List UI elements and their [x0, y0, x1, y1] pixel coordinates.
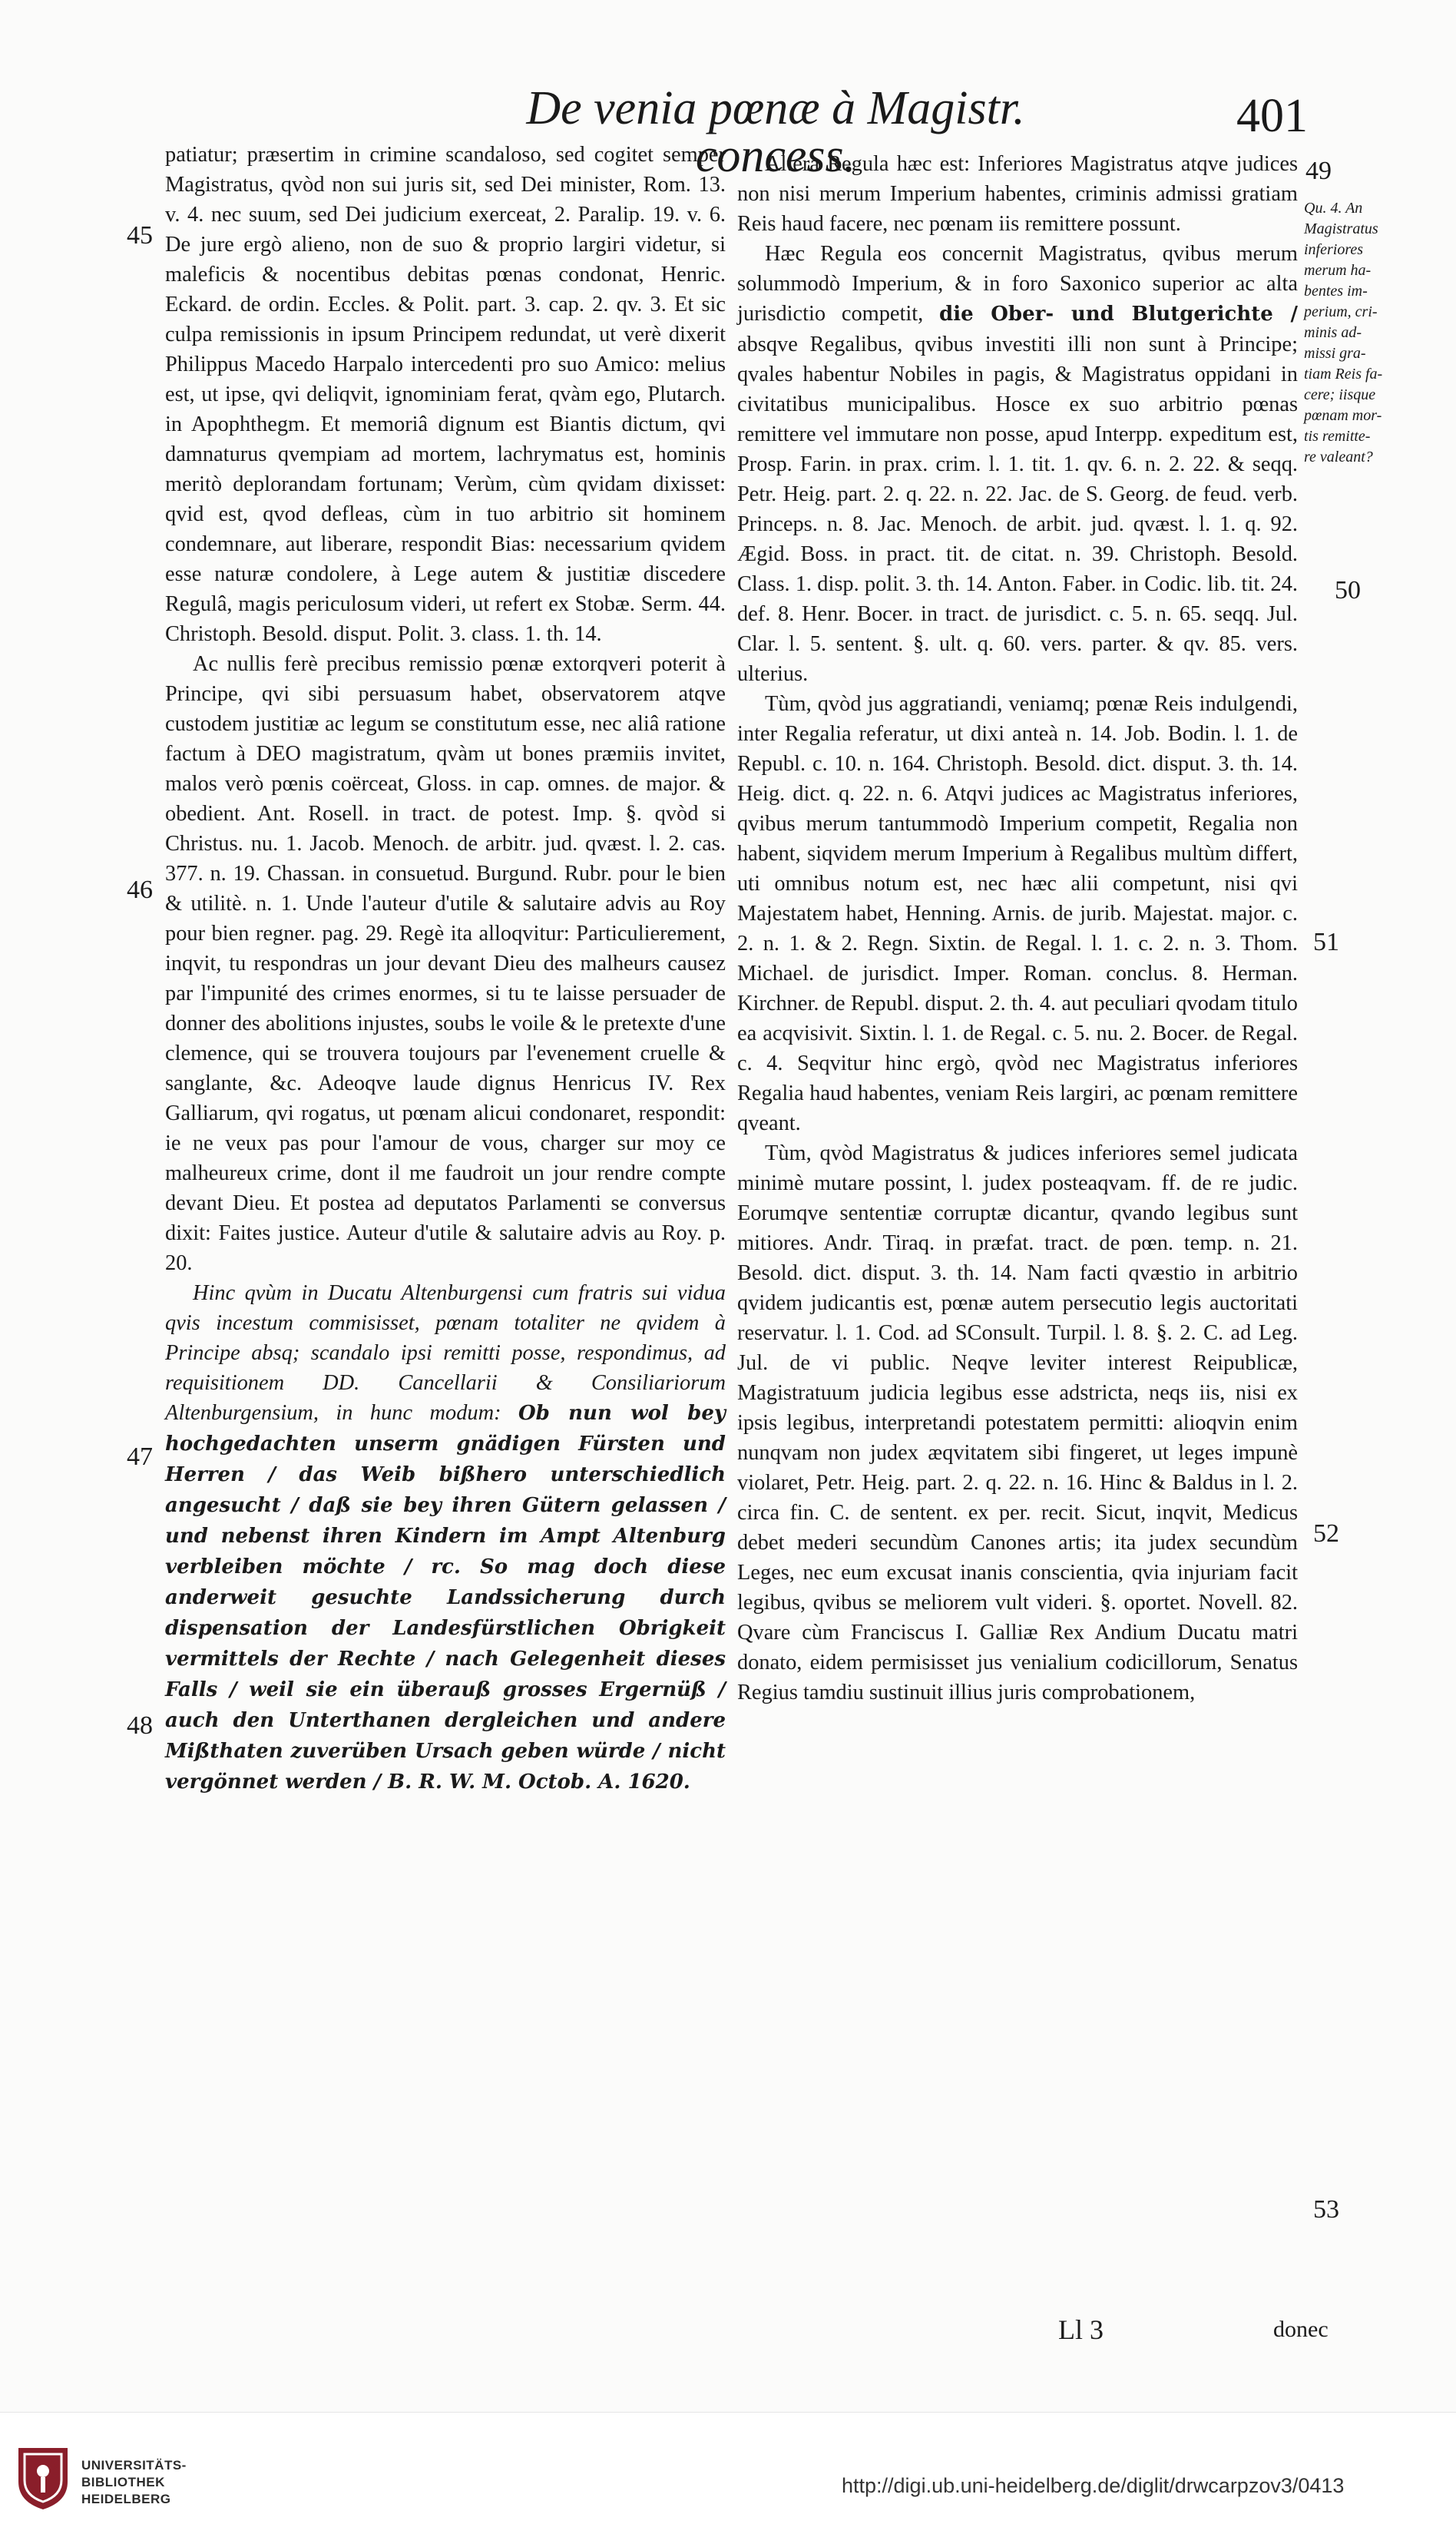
footer-bar [0, 2412, 1456, 2534]
left-column [165, 140, 726, 1797]
right-paragraph-2 [737, 239, 1298, 689]
margin-note-line: merum ha- [1304, 262, 1372, 279]
left-paragraph-2: Ac nullis ferè precibus remissio pœnæ extorqveri poterit à Principe, qvi sibi persuasum habet, observatorem atqve custodem justitiæ ac legum se constitutum esse, nec aliâ ratione factum à DEO magistratum, qvàm ut bones præmiis invitet, malos verò pœnis coërceat, Gloss. in cap. omnes. de major. & obedient. Ant. Rosell. in tract. de potest. Imp. §. qvòd si Christus. nu. 1. Jacob. Menoch. de arbitr. jud. qvæst. l. 2. cas. 377. n. 19. Chassan. in consuetud. Burgund. Rubr. pour le bien & utilitè. n. 1. Unde l'auteur d'utile & salutaire advis au Roy pour bien regner. pag. 29. Regè ita alloqvitur: Particulierement, inqvit, tu respondras un jour devant Dieu des malheurs causez par l'impunité des crimes enormes, si tu te laisse persuader de donner des abolitions injustes, soubs le voile & le pretexte d'une clemence, qui se trouvera toujours par l'evenement cruelle & sanglante, &c. Adeoqve laude dignus Henricus IV. Rex Galliarum, qvi rogatus, ut pœnam alicui condonaret, respondit: ie ne veux pas pour l'amour de vous, charger sur moy ce malheureux crime, dont il me faudroit un jour rendre compte devant Dieu. Et postea ad deputatos Parlamenti se conversus dixit: Faites justice. Auteur d'utile & salutaire advis au Roy. p. 20. [165, 652, 726, 1275]
library-name [81, 2457, 187, 2508]
right-paragraph-4: Tùm, qvòd Magistratus & judices inferiores semel judicata minimè mutare possint, l. judex posteaqvam. ff. de re judic. Eorumqve sententiæ corruptæ dicantur, qvando legibus sunt mitiores. Andr. Tiraq. in præfat. tract. de pœn. temp. n. 21. Besold. dict. disput. 3. th. 14. Nam facti qvæstio in arbitrio qvidem judicantis est, pœnæ autem persecutio legis auctoritati reservatur. l. 1. Cod. ad SConsult. Turpil. l. 8. §. 2. C. ad Leg. Jul. de vi public. Neqve leviter interest Reipublicæ, Magistratuum judicia legibus esse adstricta, neqs iis, nisi ex ipsis legibus, interpretandi potestatem permitti: alioqvin enim nunqvam non judex æqvitatem sibi fingeret, ut leges impunè violaret, Petr. Heig. part. 2. q. 22. n. 16. Hinc & Baldus in l. 2. circa fin. C. de sentent. ex per. recit. Sicut, inqvit, Medicus debet mederi secundùm Canones artis; ita judex secundùm Leges, nec eum excusat inanis conscientia, qvia injuriam facit legibus, qvibus se meliorem vult videri. §. oportet. Novell. 82. Qvare cùm Franciscus I. Galliæ Rex Andium Ducatu matri donato, eidem permisisset jus venialium codicillorum, Senatus Regius tamdiu sustinuit illius juris comprobationem, [737, 1141, 1298, 1704]
signature-mark: Ll 3 [1058, 2314, 1104, 2345]
right-paragraph-3: Tùm, qvòd jus aggratiandi, veniamq; pœnæ Reis indulgendi, inter Regalia referatur, ut dixi anteà n. 14. Job. Bodin. l. 1. de Republ. c. 10. n. 164. Christoph. Besold. dict. disput. 3. th. 14. Heig. dict. q. 22. n. 6. Atqvi judices ac Magistratus inferiores, qvibus merum tantummodò Imperium competit, Regalia non habent, siqvidem merum Imperium à Regalibus multùm differt, uti omnibus notum est, nec hæc alii competunt, nisi qvi Majestatem habet, Henning. Arnis. de jurib. Majestat. major. c. 2. n. 1. & 2. Regn. Sixtin. de Regal. l. 1. c. 2. n. 3. Thom. Michael. de jurisdict. Imper. Roman. conclus. 8. Herman. Kirchner. de Republ. disput. 2. th. 4. aut peculiari qvodam titulo ea acqvisivit. Sixtin. l. 1. de Regal. c. 5. nu. 2. Bocer. de Regal. c. 4. Seqvitur hinc ergò, qvòd nec Magistratus inferiores Regalia haud habentes, veniam Reis largiri, ac pœnam remittere qveant. [737, 692, 1298, 1135]
right-margin-note [1304, 198, 1419, 468]
page-header-title: De venia pœnæ à Magistr. concess. [526, 82, 1025, 182]
margin-note-line: re valeant? [1304, 449, 1373, 465]
margin-note-line: Magistratus [1304, 220, 1378, 237]
right-paragraph-2-latin: Hæc Regula eos concernit Magistratus, qvibus merum solummodò Imperium, & in foro Saxonico superior ac alta jurisdictio competit, [737, 242, 1298, 326]
margin-note-line: tiam Reis fa- [1304, 366, 1383, 383]
page-number: 401 [1236, 90, 1308, 142]
margin-number-49: 49 [1305, 157, 1332, 185]
margin-note-line: missi gra- [1304, 345, 1366, 362]
margin-number-53: 53 [1313, 2195, 1339, 2224]
catchword: donec [1273, 2317, 1329, 2342]
margin-note-line: bentes im- [1304, 283, 1368, 300]
library-name-line: HEIDELBERG [81, 2492, 171, 2506]
margin-note-line: minis ad- [1304, 324, 1362, 341]
library-name-line: BIBLIOTHEK [81, 2475, 165, 2489]
margin-note-line: Qu. 4. An [1304, 200, 1363, 217]
margin-number-45: 45 [127, 221, 153, 250]
margin-note-line: perium, cri- [1304, 303, 1378, 320]
left-paragraph-3 [165, 1278, 726, 1797]
right-paragraph-2-continued: absqve Regalibus, qvibus investiti illi non sunt à Principe; qvales habentur Nobiles in pagis, & Magistratus oppidani in civitatibus municipalibus. Hosce ex suo arbitrio pœnas remittere vel immutare non posse, apud Interpp. expeditum est, Prosp. Farin. in prax. crim. l. 1. tit. 1. qv. 6. n. 2. 22. & seqq. Petr. Heig. part. 2. q. 22. n. 22. Jac. de S. Georg. de feud. verb. Princeps. n. 8. Jac. Menoch. de arbit. jud. qvæst. l. 1. q. 92. Ægid. Boss. in pract. tit. de citat. n. 39. Christoph. Besold. Class. 1. disp. polit. 3. th. 14. Anton. Faber. in Codic. lib. tit. 24. def. 8. Henr. Bocer. in tract. de jurisdict. c. 5. n. 65. seqq. Jul. Clar. l. 5. sentent. §. ult. q. 60. vers. parter. & qv. 85. vers. ulterius. [737, 333, 1298, 686]
margin-number-47: 47 [127, 1443, 153, 1471]
right-column [737, 149, 1298, 1708]
margin-number-51: 51 [1313, 928, 1339, 956]
left-paragraph-1: patiatur; præsertim in crimine scandaloso, sed cogitet semper Magistratus, qvòd non sui juris sit, sed Dei minister, Rom. 13. v. 4. nec suum, sed Dei judicium exerceat, 2. Paralip. 19. v. 6. De jure ergò alieno, non de suo & proprio largiri videtur, si maleficis & nocentibus debitas pœnas condonat, Henric. Eckard. de ordin. Eccles. & Polit. part. 3. cap. 2. qv. 3. Et sic culpa remissionis in ipsum Principem redundat, ut verè dixerit Philippus Macedo Harpalo intercedenti pro suo Amico: melius est, ut ipse, qvi deliqvit, ignominiam ferat, qvàm ego, Plutarch. in Apophthegm. Et memoriâ dignum est Biantis dictum, qvi damnaturus qvempiam ad mortem, lachrymatus est, hominis meritò deplorandam fortunam; Verùm, cùm qvidam dixisset: qvid est, qvod defleas, cùm in tuo arbitrio sit hominem condemnare, aut liberare, respondit Bias: necessarium qvidem esse naturæ condolere, à Lege autem & justitiæ discedere Regulâ, magis periculosum videri, ut refert ex Stobæ. Serm. 44. Christoph. Besold. disput. Polit. 3. class. 1. th. 14. [165, 143, 726, 646]
library-name-line: UNIVERSITÄTS- [81, 2458, 187, 2473]
margin-note-line: tis remitte- [1304, 428, 1371, 445]
margin-note-line: pœnam mor- [1304, 407, 1382, 424]
source-url[interactable]: http://digi.ub.uni-heidelberg.de/diglit/drwcarpzov3/0413 [842, 2474, 1345, 2497]
margin-number-50: 50 [1335, 576, 1361, 605]
margin-number-52: 52 [1313, 1519, 1339, 1548]
margin-number-48: 48 [127, 1711, 153, 1740]
margin-number-46: 46 [127, 876, 153, 904]
left-paragraph-3-latin: Hinc qvùm in Ducatu Altenburgensi cum fratris sui vidua qvis incestum commisisset, pœnam totaliter ne qvidem à Principe absq; scandalo ipsi remitti posse, respondimus, ad requisitionem DD. Cancellarii & Consiliariorum Altenburgensium, in hunc modum: [165, 1281, 726, 1425]
university-seal-icon [14, 2445, 72, 2511]
right-paragraph-1: Altera Regula hæc est: Inferiores Magistratus atqve judices non nisi merum Imperium habentes, criminis admissi gratiam Reis haud facere, nec pœnam iis remittere possunt. [737, 152, 1298, 236]
left-paragraph-3-german: Ob nun wol bey hochgedachten unserm gnädigen Fürsten und Herren / das Weib bißhero unterschiedlich angesucht / daß sie bey ihren Gütern gelassen / und nebenst ihren Kindern im Ampt Altenburg verbleiben möchte / rc. So mag doch diese anderweit gesuchte Landssicherung durch dispensation der Landesfürstlichen Obrigkeit vermittels der Rechte / nach Gelegenheit dieses Falls / weil sie ein überauß grosses Ergernüß / auch den Unterthanen dergleichen und andere Mißthaten zuverüben Ursach geben würde / nicht vergönnet werden / B. R. W. M. Octob. A. 1620. [165, 1402, 726, 1794]
margin-note-line: cere; iisque [1304, 386, 1376, 403]
right-paragraph-2-german: die Ober- und Blutgerichte / [939, 303, 1298, 326]
margin-note-line: inferiores [1304, 241, 1364, 258]
